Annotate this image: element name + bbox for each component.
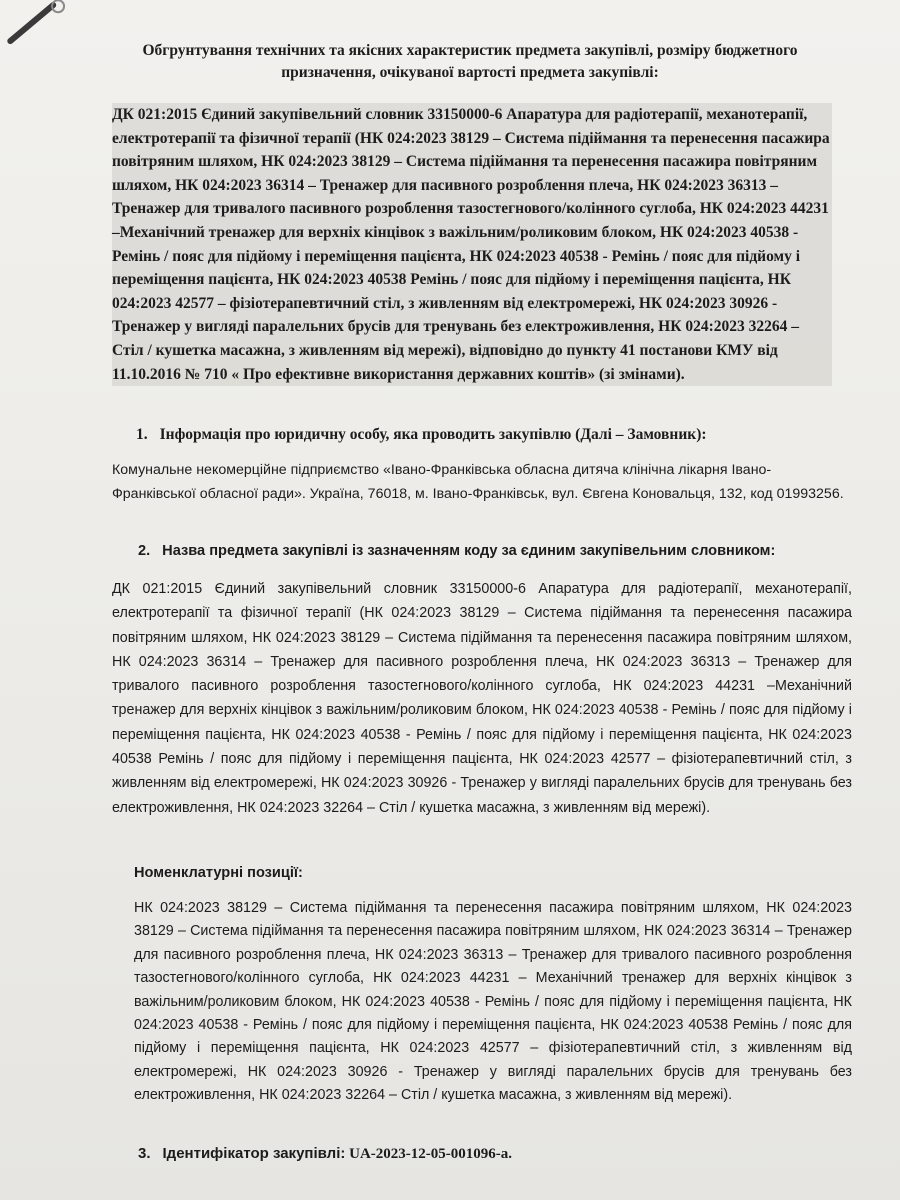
nomenclature-text: НК 024:2023 38129 – Система підіймання та перенесення пасажира повітряним шляхом, НК 024:2023 38129 – Система підіймання та перенесення пасажира повітряним шляхом, НК 024:2023 36314 – Тренажер для пасивного розроблення плеча, НК 024:2023 36313 – Тренажер для тривалого пасивного розроблення тазостегнового/колінного суглоба, НК 024:2023 44231 – Механічний тренажер для верхніх кінцівок з важільним/роликовим блоком, НК 024:2023 40538 - Ремінь / пояс для підйому і переміщення пацієнта, НК 024:2023 40538 - Ремінь / пояс для підйому і переміщення пацієнта, НК 024:2023 40538 Ремінь / пояс для підйому і переміщення пацієнта, НК 024:2023 42577 – фізіотерапевтичний стіл, з живленням від електромережі, НК 024:2023 30926 - Тренажер у вигляді паралельних брусів для тренувань без електроживлення, НК 024:2023 32264 – Стіл / кушетка масажна, з живленням від мережі). [134,900,852,1104]
intro-paragraph: ДК 021:2015 Єдиний закупівельний словник 33150000-6 Апаратура для радіотерапії, механотерапії, електротерапії та фізичної терапії (НК 024:2023 38129 – Система підіймання та перенесення пасажира повітряним шляхом, НК 024:2023 38129 – Система підіймання та перенесення пасажира повітряним шляхом, НК 024:2023 36314 – Тренажер для пасивного розроблення плеча, НК 024:2023 36313 – Тренажер для тривалого пасивного розроблення тазостегнового/колінного суглоба, НК 024:2023 44231 –Механічний тренажер для верхніх кінцівок з важільним/роликовим блоком, НК 024:2023 40538 - Ремінь / пояс для підйому і переміщення пацієнта, НК 024:2023 40538 - Ремінь / пояс для підйому і переміщення пацієнта, НК 024:2023 40538 Ремінь / пояс для підйому і переміщення пацієнта, НК 024:2023 42577 – фізіотерапевтичний стіл, з живленням від електромережі, НК 024:2023 30926 - Тренажер у вигляді паралельних брусів для тренувань без електроживлення, НК 024:2023 32264 – Стіл / кушетка масажна, з живленням від мережі), відповідно до пункту 41 постанови КМУ від 11.10.2016 № 710 « Про ефективне використання державних коштів» (зі змінами). [112,103,832,386]
pen-icon [6,1,57,45]
section-2-heading-text: Назва предмета закупівлі із зазначенням коду за єдиним закупівельним словником: [162,543,776,559]
section-1-heading-text: Інформація про юридичну особу, яка проводить закупівлю (Далі – Замовник): [159,426,707,443]
customer-info-text: Комунальне некомерційне підприємство «Івано-Франківська обласна дитяча клінічна лікарня Івано-Франківської обласної ради». Україна, 76018, м. Івано-Франківськ, вул. Євгена Коновальця, 132, код 01993256. [112,462,844,502]
section-2-text: ДК 021:2015 Єдиний закупівельний словник 33150000-6 Апаратура для радіотерапії, механотерапії, електротерапії та фізичної терапії (НК 024:2023 38129 – Система підіймання та перенесення пасажира повітряним шляхом, НК 024:2023 38129 – Система підіймання та перенесення пасажира повітряним шляхом, НК 024:2023 36314 – Тренажер для пасивного розроблення плеча, НК 024:2023 36313 – Тренажер для тривалого пасивного розроблення тазостегнового/колінного суглоба, НК 024:2023 44231 –Механічний тренажер для верхніх кінцівок з важільним/роликовим блоком, НК 024:2023 40538 - Ремінь / пояс для підйому і переміщення пацієнта, НК 024:2023 40538 - Ремінь / пояс для підйому і переміщення пацієнта, НК 024:2023 40538 Ремінь / пояс для підйому і переміщення пацієнта, НК 024:2023 42577 – фізіотерапевтичний стіл, з живленням від електромережі, НК 024:2023 30926 - Тренажер у вигляді паралельних брусів для тренувань без електроживлення, НК 024:2023 32264 – Стіл / кушетка масажна, з живленням від мережі). [112,581,852,816]
procurement-id-label: Ідентифікатор закупівлі: [162,1145,346,1162]
section-2-number: 2. [138,543,151,559]
section-1-heading [136,424,856,446]
nomenclature-heading: Номенклатурні позиції: [134,865,303,881]
section-1-number: 1. [136,426,148,443]
procurement-id-value: UA-2023-12-05-001096-a. [349,1146,512,1162]
section-3-number: 3. [138,1145,151,1162]
section-3-heading [138,1143,858,1165]
document-title: Обгрунтування технічних та якісних характеристик предмета закупівлі, розміру бюджетного призначення, очікуваної вартості предмета закупівлі: [142,42,798,81]
section-2-heading [138,540,858,562]
